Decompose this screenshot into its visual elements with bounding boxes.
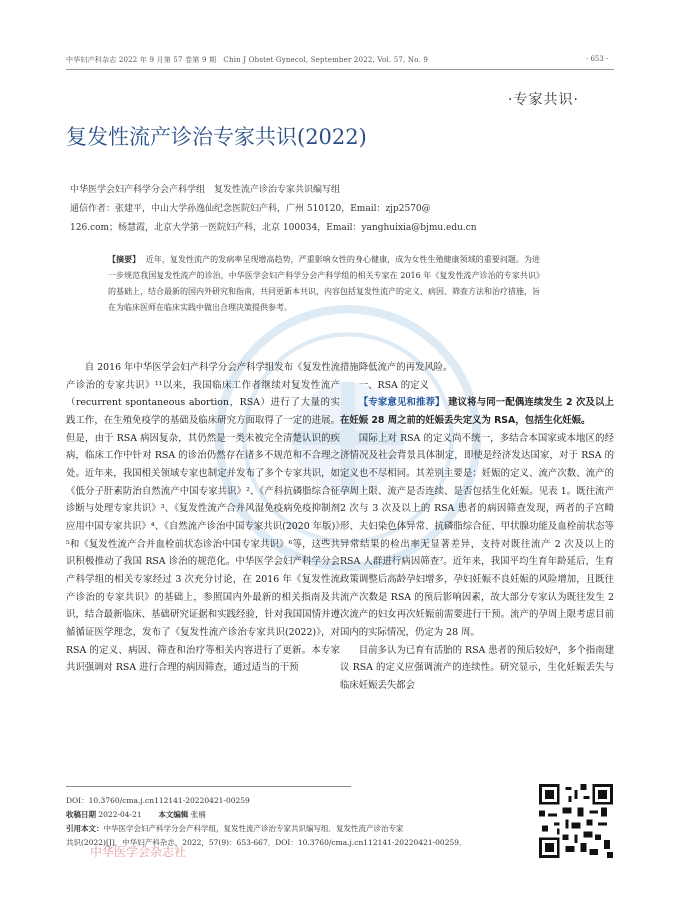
citation-label: 引用本文： bbox=[66, 824, 104, 833]
header-rule bbox=[66, 69, 614, 70]
paper-title: 复发性流产诊治专家共识(2022) bbox=[66, 125, 367, 149]
received-line bbox=[66, 808, 536, 822]
section-label: ·专家共识· bbox=[508, 92, 579, 108]
qr-code-icon[interactable] bbox=[539, 784, 613, 858]
definition-paragraph: 国际上对 RSA 的定义尚不统一，多结合本国家或本地区的经济情况及社会背景具体制定，即使是经济发达国家，对于 RSA 的定义也不尽相同。其差别主要是：妊娠的定义、流产次数、流产的孕周上限、流产是否连续、是否包括生化妊娠。见表 1。既往流产 2 次与 3 次及以上的 RSA 患者的病因筛查发现，两者的子宫畸形、夫妇染色体异常、抗磷脂综合征、甲状腺功能及血栓前状态等异常结果的检出率无显著差异，支持对既往流产 2 次及以上的 RSA 人群进行病因筛查⁷。近年来，我国平均生育年龄延后，生育政策调整后高龄孕妇增多，孕妇妊娠不良妊娠的风险增加，且既往流产次数是 RSA 的预后影响因素，故大部分专家认为既往发生 2 次流产的妇女再次妊娠前需要进行干预。流产的孕周上限考虑目前国内的实际情况，仍定为 28 周。 bbox=[340, 432, 614, 638]
article-footer bbox=[66, 794, 536, 850]
editor-label: 本文编辑 bbox=[158, 810, 189, 819]
author-block bbox=[70, 181, 610, 238]
editor-name: 张楠 bbox=[190, 810, 206, 819]
journal-header: 中华妇产科杂志 2022 年 9 月第 57 卷第 9 期 Chin J Obstet Gynecol, September 2022, Vol. 57, No. 9 bbox=[66, 56, 428, 64]
correspondence-line-1: 通信作者：张建平，中山大学孙逸仙纪念医院妇产科，广州 510120，Email：zjp2570@ bbox=[70, 204, 431, 214]
recommendation-text: 建议将与同一配偶连续发生 2 次及以上在妊娠 28 周之前的妊娠丢失定义为 RSA，包括生化妊娠。 bbox=[340, 397, 614, 426]
citation-line-2: 共识(2022)[J]．中华妇产科杂志，2022，57(9)：653-667．DOI：10.3760/cma.j.cn112141-20220421-00259． bbox=[66, 838, 467, 847]
abstract bbox=[108, 252, 540, 316]
abstract-text: 近年，复发性流产的发病率呈现增高趋势，严重影响女性的身心健康，成为女性生殖健康领域的重要问题。为进一步规范我国复发性流产的诊治，中华医学会妇产科学分会产科学组的相关专家在 2016 年《复发性流产诊治的专家共识》的基础上，结合最新的国内外研究和指南，共同更新本共识，内容包括复发性流产的定义、病因、筛查方法和治疗措施，旨在为临床医师在临床实践中做出合理决策提供参考。 bbox=[108, 255, 540, 312]
expert-recommendation bbox=[340, 394, 614, 429]
section-heading-definition: 一、RSA 的定义 bbox=[358, 379, 429, 391]
doi-line: DOI：10.3760/cma.j.cn112141-20220421-00259 bbox=[66, 796, 250, 805]
footer-rule bbox=[66, 786, 351, 787]
body-column-right bbox=[340, 359, 614, 694]
correspondence-line-2: 126.com；杨慧霞，北京大学第一医院妇产科，北京 100034，Email：yanghuixia@bjmu.edu.cn bbox=[70, 223, 477, 233]
page-number: · 653 · bbox=[586, 55, 609, 63]
citation-line-1 bbox=[66, 822, 536, 836]
citation-text-1: 中华医学会妇产科学分会产科学组，复发性流产诊治专家共识编写组．复发性流产诊治专家 bbox=[103, 824, 404, 833]
body-column-left bbox=[66, 359, 340, 677]
received-date: 2022-04-21 bbox=[98, 810, 142, 819]
intro-paragraph-end: 措施降低流产的再发风险。 bbox=[340, 362, 453, 373]
recommendation-label: 【专家意见和推荐】 bbox=[358, 397, 445, 409]
author-group: 中华医学会妇产科学分会产科学组 复发性流产诊治专家共识编写组 bbox=[70, 185, 341, 195]
received-label: 收稿日期 bbox=[66, 810, 96, 819]
intro-paragraph: 自 2016 年中华医学会妇产科学分会产科学组发布《复发性流产诊治的专家共识》¹¹以来，我国临床工作者继续对复发性流产（recurrent spontaneous abortion，RSA）进行了大量的实践工作，在生殖免疫学的基础及临床研究方面取得了一定的进展。但是，由于 RSA 病因复杂，其仍然是一类未被完全清楚认识的疾病，临床工作中针对 RSA 的诊治仍然存在诸多不规范和不合理之处。近年来，我国相关领域专家也制定并发布了多个专家共识，如《低分子肝素防治自然流产中国专家共识》²、《产科抗磷脂综合征诊断与处理专家共识》³、《复发性流产合并风湿免疫病免疫抑制剂应用中国专家共识》⁴、《自然流产诊治中国专家共识(2020 年版)》⁵和《复发性流产合并血栓前状态诊治中国专家共识》⁶等，这些共识积极推动了我国 RSA 诊治的规范化。中华医学会妇产科学分会产科学组的相关专家经过 3 次充分讨论，在 2016 年《复发性流产诊治的专家共识》的基础上，参照国内外最新的相关指南及共识，结合最新临床、基础研究证据和实践经验，针对我国国情并遵循循证医学理念，发布了《复发性流产诊治专家共识(2022)》，对 RSA 的定义、病因、筛查和治疗等相关内容进行了更新。本专家共识强调对 RSA 进行合理的病因筛查，通过适当的干预 bbox=[66, 362, 340, 674]
abstract-label: 【摘要】 bbox=[108, 255, 141, 264]
prognosis-paragraph: 目前多认为已育有活胎的 RSA 患者的预后较好⁸，多个指南建议 RSA 的定义应强调流产的连续性。研究显示，生化妊娠丢失与临床妊娠丢失都会 bbox=[340, 644, 614, 691]
publisher-logo: 中华医学会杂志社 bbox=[90, 845, 187, 859]
